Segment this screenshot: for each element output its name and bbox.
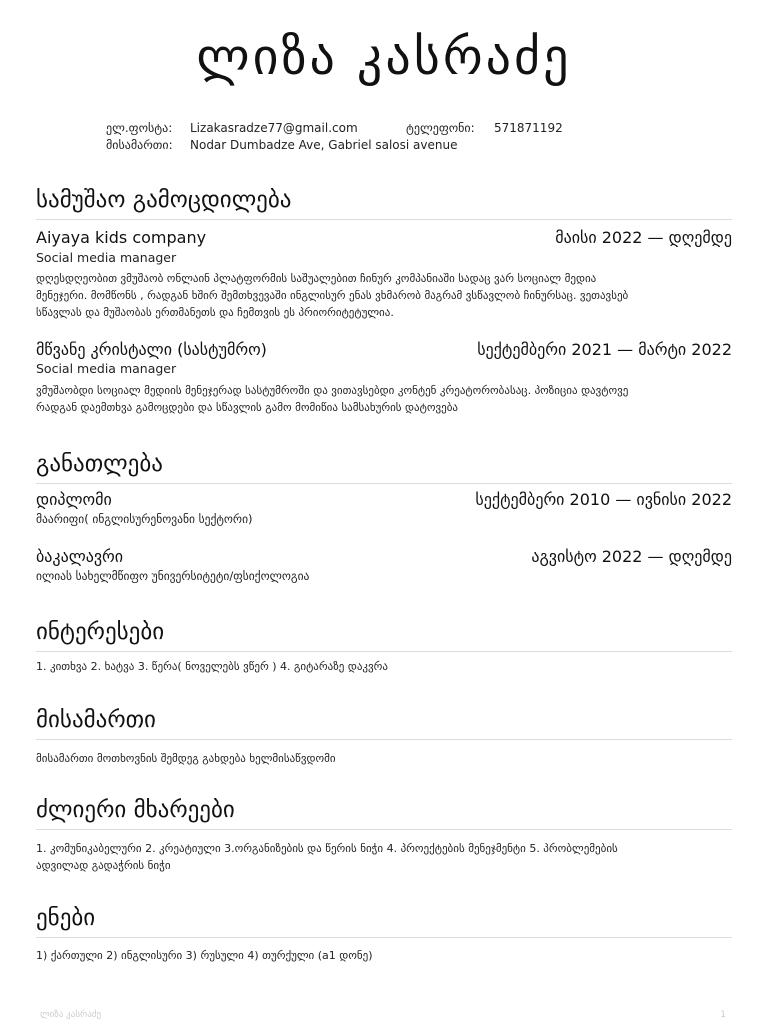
entry-dates: სექტემბერი 2010 — ივნისი 2022 — [475, 490, 732, 509]
degree-name: დიპლომი — [36, 490, 112, 509]
degree-name: ბაკალავრი — [36, 547, 124, 566]
entry-dates: მაისი 2022 — დღემდე — [555, 228, 732, 247]
section-title-strengths: ძლიერი მხარეები — [36, 796, 732, 830]
address-text: მისამართი მოთხოვნის შემდეგ გახდება ხელმისაწვდომი — [36, 752, 336, 765]
description-line: მენეჯერი. მომწონს , რადგან ხშირ შემთხვევაში ინგლისურ ენას ვხმარობ მაგრამ ვსწავლობ ჩინურსაც. ვეთავსებ — [36, 289, 629, 302]
section-title-languages: ენები — [36, 904, 732, 938]
entry-description — [36, 382, 736, 416]
section-title-interests: ინტერესები — [36, 618, 732, 652]
interests-text: 1. კითხვა 2. ხატვა 3. წერა( ნოველებს ვწერ ) 4. გიტარაზე დაკვრა — [36, 660, 388, 673]
description-line: სწავლას და მუშაობას ერთმანეთს და ჩემთვის ეს პრიორიტეტულია. — [36, 306, 394, 319]
address-value: Nodar Dumbadze Ave, Gabriel salosi avenue — [190, 138, 458, 152]
strengths-text — [36, 840, 736, 874]
description-line: დღესდღეობით ვმუშაობ ონლაინ პლატფორმის საშუალებით ჩინურ კომპანიაში სადაც ვარ სოციალ მედია — [36, 272, 597, 285]
email-value: Lizakasradze77@gmail.com — [190, 121, 358, 135]
entry-role: Social media manager — [36, 361, 177, 376]
company-name: მწვანე კრისტალი (სასტუმრო) — [36, 340, 267, 359]
languages-text: 1) ქართული 2) ინგლისური 3) რუსული 4) თურქული (a1 დონე) — [36, 949, 373, 962]
description-line: ვმუშაობდი სოციალ მედიის მენეჯერად სასტუმროში და ვითავსებდი კონტენ კრეატორობასაც. პოზიცია დავტოვე — [36, 384, 629, 397]
section-title-address: მისამართი — [36, 706, 732, 740]
strengths-line: ადვილად გადაჭრის ნიჭი — [36, 859, 171, 872]
phone-value: 571871192 — [494, 121, 563, 135]
section-title-education: განათლება — [36, 450, 732, 484]
entry-role: Social media manager — [36, 250, 177, 265]
company-name: Aiyaya kids company — [36, 228, 207, 247]
description-line: რადგან დაემთხვა გამოცდები და სწავლის გამო მომიწია სამსახურის დატოვება — [36, 401, 458, 414]
footer-name: ლიზა კასრაძე — [40, 1010, 102, 1020]
email-label: ელ.ფოსტა: — [106, 121, 173, 135]
resume-name: ლიზა კასრაძე — [196, 28, 572, 86]
education-place: ილიას სახელმწიფო უნივერსიტეტი/ფსიქოლოგია — [36, 569, 310, 583]
entry-dates: აგვისტო 2022 — დღემდე — [531, 547, 732, 566]
strengths-line: 1. კომუნიკაბელური 2. კრეატიული 3.ორგანიზების და წერის ნიჭი 4. პროექტების მენეჯმენტი 5. პრობლემების — [36, 842, 618, 855]
section-title-experience: სამუშაო გამოცდილება — [36, 186, 732, 220]
address-label: მისამართი: — [106, 138, 173, 152]
footer-page-number: 1 — [720, 1010, 726, 1020]
entry-dates: სექტემბერი 2021 — მარტი 2022 — [477, 340, 732, 359]
phone-label: ტელეფონი: — [406, 121, 475, 135]
entry-description — [36, 270, 736, 321]
education-place: მაარიფი( ინგლისურენოვანი სექტორი) — [36, 512, 253, 526]
